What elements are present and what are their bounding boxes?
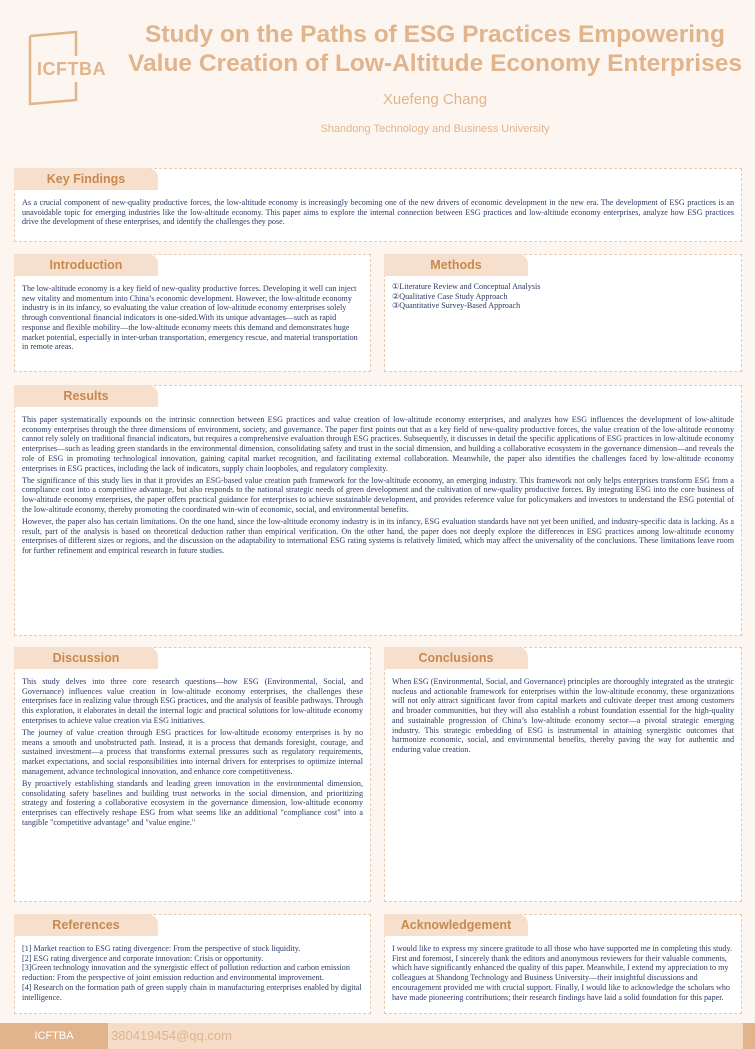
methods-item: ③Quantitative Survey-Based Approach — [392, 301, 521, 311]
poster-footer — [0, 1023, 755, 1049]
methods-item: ①Literature Review and Conceptual Analysis — [392, 282, 541, 291]
introduction-paragraph: The low-altitude economy is a key field of new-quality productive forces. Developing it well can inject new vitality and momentum into China’s economic development. However, the low-altitude economy industry is in its infancy, so evaluating the value creation of low-altitude economy enterprises solely through conventional financial indicators is one-sided.With its unique advantages—such as rapid response and flexible mobility—the low-altitude economy meets this demand and demonstrates huge market potential, especially in inter-urban transportation, emergency rescue, and material transportation in remote areas. — [22, 284, 358, 352]
affiliation: Shandong Technology and Business University — [320, 123, 550, 135]
discussion-panel — [14, 647, 371, 902]
methods-item: ②Qualitative Case Study Approach — [392, 291, 508, 301]
key-findings-title: Key Findings — [14, 168, 158, 190]
reference-item: [2] ESG rating divergence and corporate innovation: Crisis or opportunity. — [22, 953, 264, 963]
references-panel — [14, 914, 371, 1014]
reference-item: [3]Green technology innovation and the synergistic effect of pollution reduction and carbon emission reduction: From the perspective of joint emission reduction and environmental improvement. — [22, 963, 350, 983]
references-title: References — [14, 914, 158, 936]
key-findings-paragraph: As a crucial component of new-quality productive forces, the low-altitude economy is increasingly becoming one of the new drivers of economic development in the new era. The development of ESG practices is an unavoidable topic for emerging industries like the low-altitude economy. This paper aims to explore the internal connection between ESG practices and low-altitude economy enterprises, analyze how ESG practices drive the development of these enterprises, and identify the challenges they pose. — [22, 198, 734, 227]
results-panel — [14, 385, 742, 636]
results-paragraph: The significance of this study lies in that it provides an ESG-based value creation path framework for the low-altitude economy, an emerging industry. This framework not only helps enterprises transform ESG from a compliance cost into a competitive advantage, but also responds to the national strategic needs of green development and the cultivation of new-quality productive forces. By integrating ESG into the core business of low-altitude economy enterprises, the paper offers practical guidance for enterprises to achieve sustainable development, and provides reference value for policymakers and investors to understand the ESG potential of the low-altitude economy, thereby promoting the coordinated win-win of economic, social, and environmental benefits. — [22, 475, 734, 514]
footer-label: ICFTBA — [0, 1023, 108, 1049]
discussion-paragraph: The journey of value creation through ESG practices for low-altitude economy enterprises is by no means a smooth and unobstructed path. Instead, it is a process that demands foresight, courage, and sustained investment—a process that transforms external pressures such as regulatory requirements, market expectations, and social responsibilities into internal drivers for enterprises to optimize internal management, advance technological innovation, and enhance core competitiveness. — [22, 728, 363, 776]
introduction-title: Introduction — [14, 254, 158, 276]
results-text — [22, 415, 734, 558]
methods-title: Methods — [384, 254, 528, 276]
title-line-2: Value Creation of Low-Altitude Economy Enterprises — [128, 50, 742, 77]
results-paragraph: This paper systematically expounds on the intrinsic connection between ESG practices and value creation of low-altitude economy enterprises, and analyzes how ESG influences the development of low-altitude economy enterprises through the three dimensions of environment, society, and governance. The paper first points out that as a key field of new-quality productive forces, the value creation of the low-altitude economy cannot rely solely on traditional financial indicators, but requires a comprehensive evaluation through ESG practices. Subsequently, it discusses in detail the specific applications of ESG practices in low-altitude economy enterprises—such as leading green standards in the environmental dimension, consolidating safety and trust in the social dimension, and building a collaborative ecosystem in the governance dimension—and reveals the role of ESG in promoting technological innovation, gaining capital market recognition, and facilitating external collaboration. Meanwhile, the paper also identifies the challenges faced by low-altitude economy enterprises in ESG practices, including the lack of indicators, supply chain loopholes, and regulatory complexity. — [22, 415, 734, 473]
discussion-paragraph: This study delves into three core research questions—how ESG (Environmental, Social, and Governance) influences value creation in low-altitude economy enterprises, the challenges these enterprises face in realizing value through ESG practices, and the analysis of feasible pathways. Through this exploration, it elaborates in detail the internal logic and practical solutions for low-altitude economy enterprises to achieve value creation via ESG initiatives. — [22, 677, 363, 725]
introduction-text — [22, 284, 363, 354]
introduction-panel — [14, 254, 371, 372]
discussion-text — [22, 677, 363, 830]
key-findings-panel — [14, 168, 742, 242]
logo — [26, 30, 108, 106]
discussion-paragraph: By proactively establishing standards and leading green innovation in the environmental dimension, consolidating safety baselines and building trust networks in the social dimension, and prioritizing strategy and fostering a collaborative ecosystem in the governance dimension, low-altitude economy enterprises can effectively reshape ESG from what seems like an additional "compliance cost" into a tangible "competitive advantage" and "value engine." — [22, 779, 363, 827]
title-line-1: Study on the Paths of ESG Practices Empowering — [145, 21, 725, 48]
discussion-title: Discussion — [14, 647, 158, 669]
acknowledgement-panel — [384, 914, 742, 1014]
results-paragraph: However, the paper also has certain limitations. On the one hand, since the low-altitude economy industry is in its infancy, ESG evaluation standards have not yet been unified, and industry-specific data is lacking. As a result, part of the analysis is based on theoretical deduction rather than empirical verification. On the other hand, the paper does not deeply explore the differences in ESG practices among low-altitude economy enterprises of different sizes or regions, and the discussion on the adaptability to international ESG rating systems is relatively limited, which may affect the universality of the conclusions. These limitations leave room for further refinement and empirical research in future studies. — [22, 517, 734, 556]
methods-list — [392, 282, 734, 311]
conclusions-panel — [384, 647, 742, 902]
author-name: Xuefeng Chang — [382, 91, 488, 108]
conclusions-paragraph: When ESG (Environmental, Social, and Governance) principles are thoroughly integrated as the strategic nucleus and actionable framework for enterprises within the low-altitude economy, these organizations will not only attract significant favor from capital markets and cultivate deeper trust among customers and broader communities, but they will also establish a robust foundation essential for the high-quality and sustainable progression of China’s low-altitude economy sector—a pivotal strategic emerging industry. This strategic embedding of ESG is instrumental in attaining synergistic outcomes that harmonize economic, social, and environmental benefits, thereby paving the way for authentic and enduring value creation. — [392, 677, 734, 754]
acknowledgement-text — [392, 944, 734, 1005]
reference-item: [1] Market reaction to ESG rating divergence: From the perspective of stock liquidity. — [22, 944, 301, 953]
conclusions-title: Conclusions — [384, 647, 528, 669]
logo-text: ICFTBA — [37, 59, 106, 79]
poster-header — [0, 0, 755, 158]
reference-item: [4] Research on the formation path of green supply chain in manufacturing enterprises enabled by digital intelligence. — [22, 982, 362, 1002]
acknowledgement-title: Acknowledgement — [384, 914, 528, 936]
footer-accent-bar — [743, 1023, 755, 1049]
key-findings-text — [22, 198, 734, 230]
conclusions-text — [392, 677, 734, 757]
references-list — [22, 944, 363, 1002]
methods-panel — [384, 254, 742, 372]
footer-email: 380419454@qq.com — [111, 1028, 232, 1043]
results-title: Results — [14, 385, 158, 407]
acknowledgement-paragraph: I would like to express my sincere gratitude to all those who have supported me in completing this study. First and foremost, I sincerely thank the editors and anonymous reviewers for their valuable comments, which have significantly enhanced the quality of this paper. Meanwhile, I extend my appreciation to my colleagues at Shandong Technology and Business University—their insightful discussions and encouragement provided me with crucial support. Finally, I would like to acknowledge the scholars who have made pioneering contributions; their research findings have laid a solid foundation for this paper. — [392, 944, 733, 1002]
poster-title — [118, 20, 752, 78]
